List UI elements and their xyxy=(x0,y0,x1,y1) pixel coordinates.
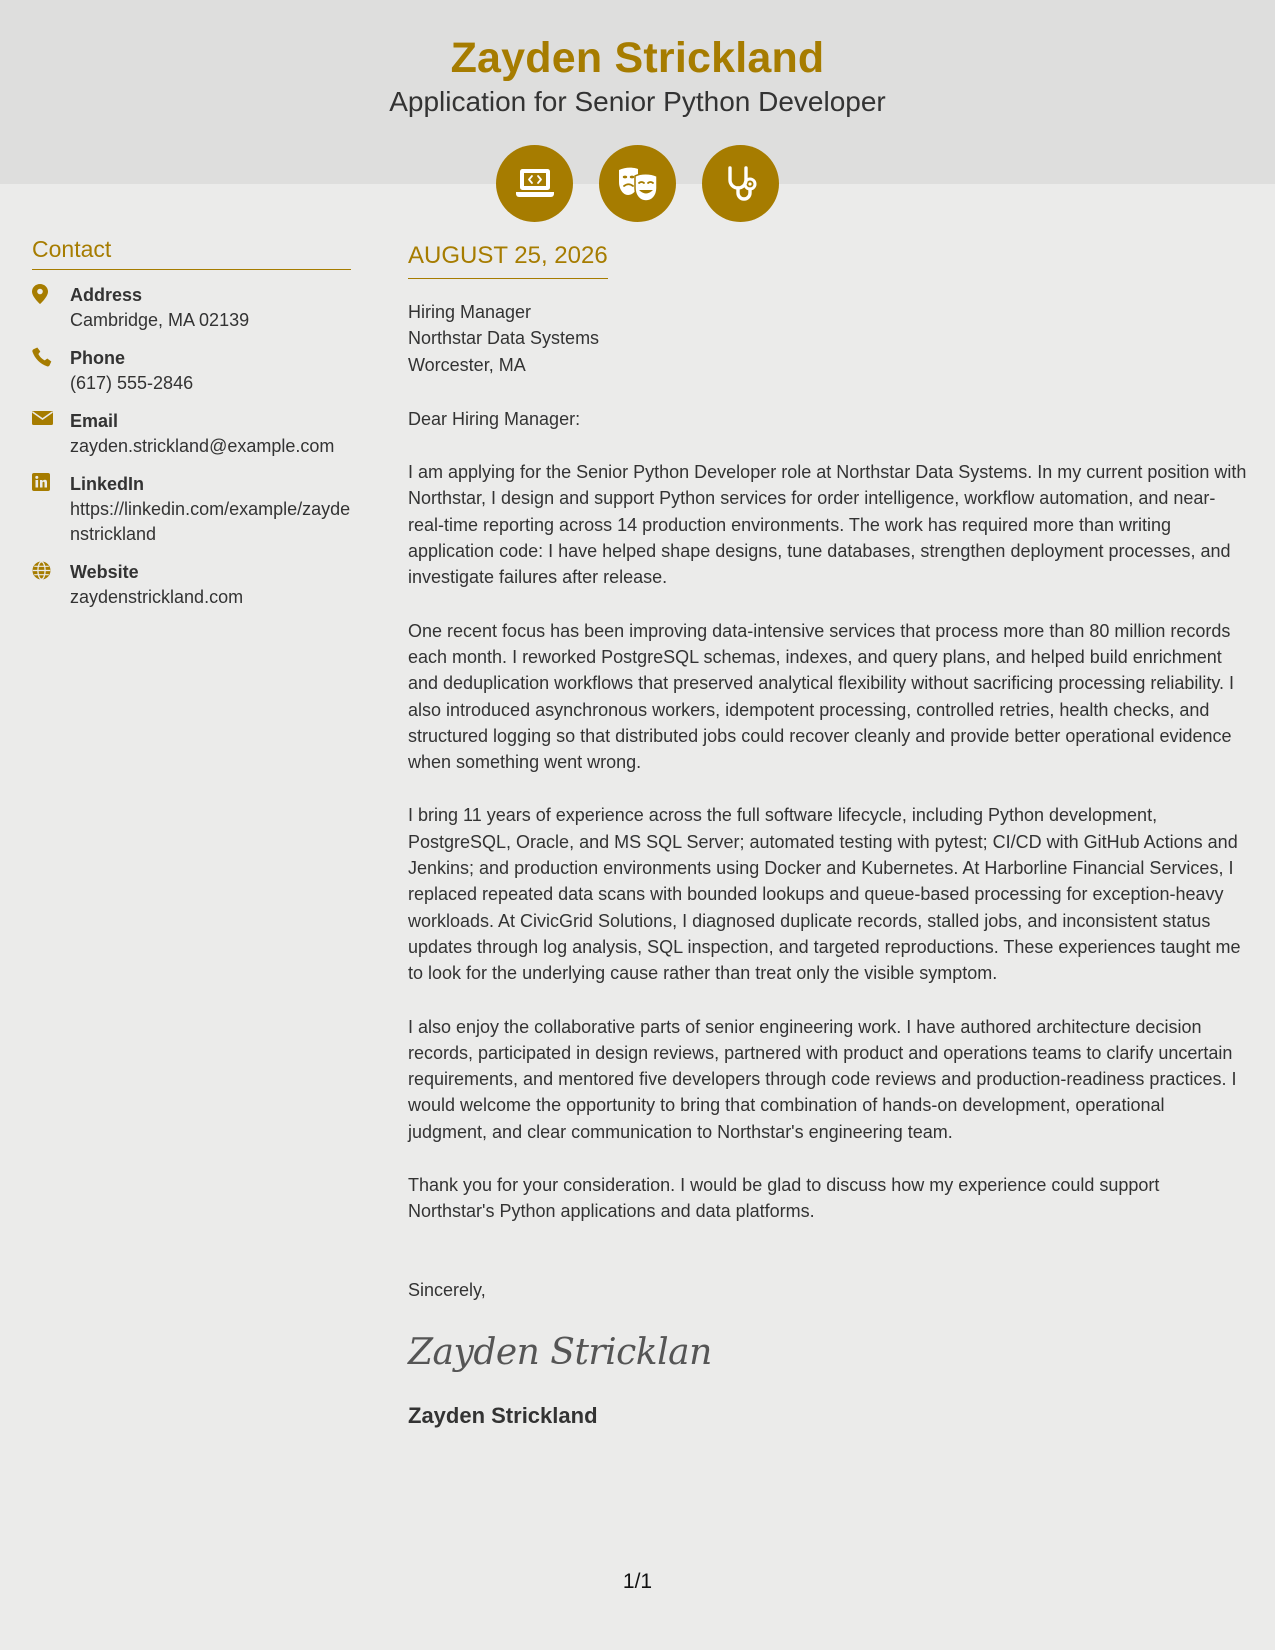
closing: Sincerely, xyxy=(408,1279,486,1300)
globe-icon xyxy=(32,559,70,585)
page-number: 1/1 xyxy=(622,1570,653,1593)
contact-value-website[interactable]: zaydenstrickland.com xyxy=(70,587,244,607)
contact-label-email: Email xyxy=(70,411,119,431)
contact-value-linkedin[interactable]: https://linkedin.com/example/zaydenstrickland xyxy=(70,499,351,544)
phone-icon xyxy=(32,345,70,372)
laptop-code-icon xyxy=(496,145,573,222)
salutation: Dear Hiring Manager: xyxy=(408,408,581,429)
letter-paragraph: I also enjoy the collaborative parts of senior engineering work. I have authored architecture decision records, participated in design reviews, partnered with product and operations teams to clarify uncertain requirements, and mentored five developers through code reviews and production-readiness practices. I would welcome the opportunity to bring that combination of hands-on development, operational judgment, and clear communication to Northstar's engineering team. xyxy=(408,1016,1237,1142)
contact-heading: Contact xyxy=(32,236,351,270)
letter-paragraph: I bring 11 years of experience across the full software lifecycle, including Python development, PostgreSQL, Oracle, and MS SQL Server; automated testing with pytest; CI/CD with GitHub Actions and Jenkins; and production environments using Docker and Kubernetes. At Harborline Financial Services, I replaced repeated data scans with bounded lookups and queue-based processing for exception-heavy workloads. At CivicGrid Solutions, I diagnosed duplicate records, stalled jobs, and inconsistent status updates through log analysis, SQL inspection, and targeted reproductions. These experiences taught me to look for the underlying cause rather than treat only the visible symptom. xyxy=(408,805,1241,984)
letter-paragraph: I am applying for the Senior Python Developer role at Northstar Data Systems. In my current position with Northstar, I design and support Python services for order intelligence, workflow automation, and near-real-time reporting across 14 production environments. The work has required more than writing application code: I have helped shape designs, tune databases, strengthen deployment processes, and investigate failures after release. xyxy=(408,462,1247,588)
contact-label-phone: Phone xyxy=(70,348,126,368)
contact-item-address xyxy=(32,282,351,333)
contact-label-linkedin: LinkedIn xyxy=(70,474,145,494)
recipient-block xyxy=(408,299,1248,378)
contact-list xyxy=(32,282,351,610)
recipient-line: Worcester, MA xyxy=(408,354,526,375)
theater-masks-icon xyxy=(599,145,676,222)
contact-item-phone xyxy=(32,345,351,396)
contact-item-email xyxy=(32,408,351,459)
letter-paragraph: One recent focus has been improving data-intensive services that process more than 80 million records each month. I reworked PostgreSQL schemas, indexes, and query plans, and helped build enrichment and deduplication workflows that preserved analytical flexibility without sacrificing processing reliability. I also introduced asynchronous workers, idempotent processing, controlled retries, health checks, and structured logging so that distributed jobs could recover cleanly and provide better operational evidence when something went wrong. xyxy=(408,620,1235,773)
contact-value-address: Cambridge, MA 02139 xyxy=(70,310,250,330)
contact-value-phone[interactable]: (617) 555-2846 xyxy=(70,373,194,393)
letter-paragraph: Thank you for your consideration. I would be glad to discuss how my experience could support Northstar's Python applications and data platforms. xyxy=(408,1175,1160,1222)
letter-date: AUGUST 25, 2026 xyxy=(408,240,608,279)
contact-item-linkedin xyxy=(32,471,351,547)
stethoscope-icon xyxy=(702,145,779,222)
applicant-name: Zayden Strickland xyxy=(450,34,825,82)
sidebar xyxy=(32,236,351,622)
contact-label-website: Website xyxy=(70,562,139,582)
envelope-icon xyxy=(32,408,70,431)
recipient-line: Northstar Data Systems xyxy=(408,328,600,349)
map-marker-icon xyxy=(32,282,70,309)
letter-body xyxy=(408,240,1248,1429)
contact-item-website xyxy=(32,559,351,610)
interest-icons xyxy=(496,145,779,222)
contact-value-email[interactable]: zayden.strickland@example.com xyxy=(70,436,335,456)
contact-label-address: Address xyxy=(70,285,143,305)
signer-name: Zayden Strickland xyxy=(408,1402,598,1428)
application-subtitle: Application for Senior Python Developer xyxy=(389,86,886,117)
linkedin-icon xyxy=(32,471,70,496)
recipient-line: Hiring Manager xyxy=(408,302,532,322)
signature: Zayden Stricklan xyxy=(408,1331,712,1373)
